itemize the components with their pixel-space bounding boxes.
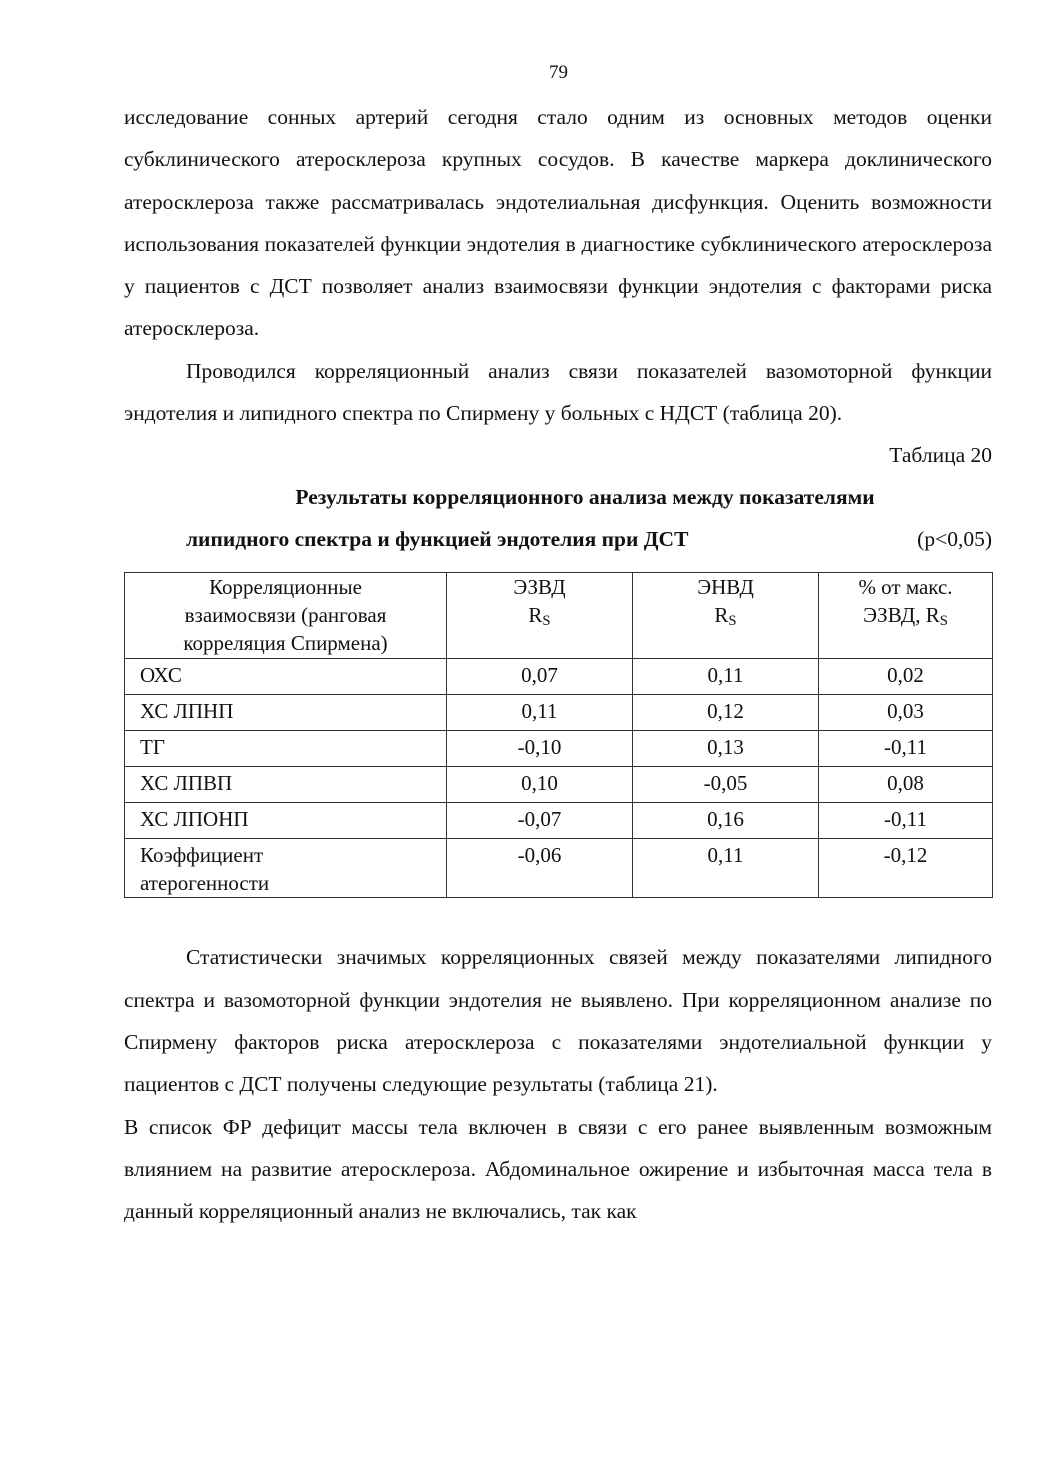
table-row	[125, 767, 993, 803]
table-row	[125, 731, 993, 767]
cell-ezvd: -0,07	[447, 803, 633, 839]
table-title	[124, 476, 992, 560]
row-label	[125, 839, 447, 898]
table-row	[125, 839, 993, 898]
cell-envd: 0,16	[633, 803, 819, 839]
table-header-row	[125, 573, 993, 659]
table-row	[125, 803, 993, 839]
row-label: ХС ЛПОНП	[125, 803, 447, 839]
cell-pct: -0,12	[819, 839, 993, 898]
cell-ezvd: -0,10	[447, 731, 633, 767]
row-label: ТГ	[125, 731, 447, 767]
cell-ezvd: -0,06	[447, 839, 633, 898]
table-row	[125, 695, 993, 731]
cell-envd: -0,05	[633, 767, 819, 803]
paragraph: Статистически значимых корреляционных связей между показателями липидного спектра и вазомоторной функции эндотелия не выявлено. При корреляционном анализе по Спирмену факторов риска атеросклероза с показателями эндотелиальной функции у пациентов с ДСТ получены следующие результаты (таблица 21).	[124, 945, 992, 1097]
row-label-line: атерогенности	[140, 871, 270, 896]
p-value: (р<0,05)	[917, 527, 992, 552]
paragraph: Проводился корреляционный анализ связи показателей вазомоторной функции эндотелия и липидного спектра по Спирмену у больных с НДСТ (таблица 20).	[124, 358, 992, 426]
cell-pct: 0,03	[819, 695, 993, 731]
document-body	[124, 96, 992, 1232]
header-symbol: ЭЗВД, R	[863, 603, 940, 628]
header-subscript: S	[939, 613, 948, 630]
header-text	[819, 601, 992, 635]
header-subscript: S	[728, 613, 737, 630]
header-text	[447, 601, 632, 635]
table-title-line1: Результаты корреляционного анализа между показателями	[295, 485, 875, 510]
cell-ezvd: 0,07	[447, 659, 633, 695]
correlation-table	[124, 572, 993, 898]
page-number: 79	[549, 62, 568, 83]
cell-ezvd: 0,11	[447, 695, 633, 731]
header-text: взаимосвязи (ранговая	[184, 603, 387, 628]
cell-envd: 0,13	[633, 731, 819, 767]
row-label: ОХС	[125, 659, 447, 695]
table-title-line2-text: липидного спектра и функцией эндотелия при ДСТ	[186, 527, 689, 552]
row-label: ХС ЛПНП	[125, 695, 447, 731]
header-text: корреляция Спирмена)	[183, 631, 388, 656]
cell-envd: 0,11	[633, 659, 819, 695]
cell-envd: 0,12	[633, 695, 819, 731]
cell-pct: -0,11	[819, 731, 993, 767]
row-label-line: Коэффициент	[140, 843, 264, 868]
header-correlations	[125, 573, 447, 659]
row-label: ХС ЛПВП	[125, 767, 447, 803]
table-caption: Таблица 20	[889, 443, 992, 468]
header-text: Корреляционные	[209, 575, 362, 600]
cell-ezvd: 0,10	[447, 767, 633, 803]
cell-pct: 0,02	[819, 659, 993, 695]
header-ezvd	[447, 573, 633, 659]
header-symbol: R	[528, 603, 543, 628]
header-symbol: R	[714, 603, 729, 628]
text-after-table	[124, 936, 992, 1232]
header-pct-max-ezvd	[819, 573, 993, 659]
paragraph: В список ФР дефицит массы тела включен в связи с его ранее выявленным возможным влиянием на развитие атеросклероза. Абдоминальное ожирение и избыточная масса тела в данный корреляционный анализ не включались, так как	[124, 1114, 992, 1224]
header-text	[633, 601, 818, 635]
header-envd	[633, 573, 819, 659]
header-text: ЭНВД	[697, 575, 754, 600]
header-text: % от макс.	[858, 575, 953, 600]
paragraph: исследование сонных артерий сегодня стало одним из основных методов оценки субклинического атеросклероза крупных сосудов. В качестве маркера доклинического атеросклероза также рассматривалась эндотелиальная дисфункция. Оценить возможности использования показателей функции эндотелия в диагностике субклинического атеросклероза у пациентов с ДСТ позволяет анализ взаимосвязи функции эндотелия с факторами риска атеросклероза.	[124, 105, 992, 341]
cell-pct: 0,08	[819, 767, 993, 803]
cell-envd: 0,11	[633, 839, 819, 898]
header-subscript: S	[542, 613, 551, 630]
table-row	[125, 659, 993, 695]
cell-pct: -0,11	[819, 803, 993, 839]
table-title-line2	[124, 518, 992, 560]
header-text: ЭЗВД	[513, 575, 566, 600]
